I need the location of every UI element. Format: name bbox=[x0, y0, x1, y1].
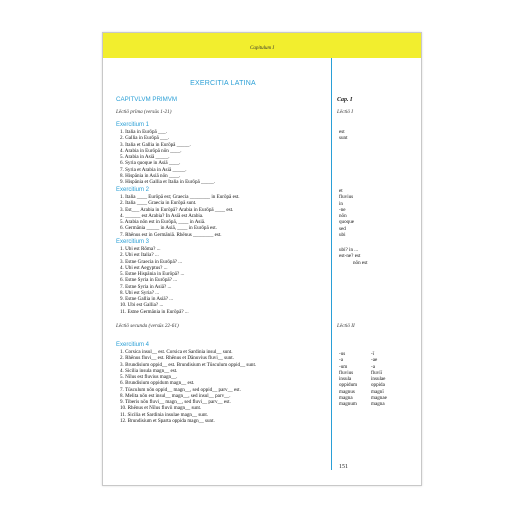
ending-cell: magnae bbox=[371, 394, 387, 401]
list-item: 2. Gallia in Eurōpā ___. bbox=[120, 135, 169, 142]
lectio-2-side: Lēctiō II bbox=[337, 323, 355, 329]
vocab-item: nōn bbox=[339, 213, 347, 219]
exercise-3-title: Exercitium 3 bbox=[116, 239, 150, 245]
list-item: 4. Arabia in Eurōpā nōn ____. bbox=[120, 147, 182, 154]
list-item: 9. Hispānia et Gallia et Italia in Eurōpā _____. bbox=[120, 179, 216, 185]
list-item: 4. Sicilia insula magn__ est. bbox=[120, 367, 178, 374]
lectio-2-label: Lēctiō secunda (versūs 22-61) bbox=[116, 323, 179, 329]
ending-cell: magnī bbox=[371, 388, 384, 395]
vocab-item: sed bbox=[339, 225, 346, 232]
list-item: 3. Italia et Gallia in Eurōpā _____. bbox=[120, 141, 191, 148]
list-item: 6. Brundisium oppidum magn__ est. bbox=[120, 380, 195, 387]
list-item: 4. ______ est Arabia? In Asiā est Arabia. bbox=[120, 212, 204, 219]
list-item: 8. Ubi est Syria? ... bbox=[120, 289, 160, 296]
exercise-1-title: Exercitium 1 bbox=[116, 122, 150, 128]
list-item: 2. Ubi est Italia? ... bbox=[120, 252, 159, 259]
ending-cell: fluvius bbox=[339, 369, 354, 376]
vocab-item: et bbox=[339, 188, 343, 194]
exercise-4-title: Exercitium 4 bbox=[116, 342, 150, 348]
ending-cell: oppidum bbox=[339, 382, 358, 389]
exercise-4-list bbox=[120, 349, 256, 424]
ending-cell: magnum bbox=[339, 401, 357, 407]
list-item: 5. Nīlus est fluvius magn__. bbox=[120, 374, 178, 380]
exercise-1-list bbox=[120, 129, 215, 185]
list-item: 1. Ubi est Rōma? ... bbox=[120, 246, 161, 252]
list-item: 1. Corsica insul__ est. Corsica et Sardinia insul__ sunt. bbox=[120, 349, 233, 355]
vocab-item: est-ne? est bbox=[339, 253, 361, 260]
ending-cell: -um bbox=[339, 363, 348, 370]
list-item: 7. Syria et Arabia in Asiā _____. bbox=[120, 166, 187, 173]
lectio-1-label: Lēctiō prīma (versūs 1-21) bbox=[116, 109, 172, 115]
vocab-item: quoque bbox=[339, 219, 354, 226]
ending-cell: magna bbox=[339, 394, 353, 401]
list-item: 5. Estne Hispānia in Eurōpā? ... bbox=[120, 271, 185, 277]
list-item: 12. Brundisium et Sparta oppida magn__ sunt. bbox=[120, 417, 215, 424]
ending-cell: -a bbox=[339, 357, 343, 364]
list-item: 9. Tiberis nōn fluvi__ magn__, sed fluvi__ parv__ est. bbox=[120, 399, 231, 405]
list-item: 7. Tūsculum nōn oppid__ magn__, sed oppid__ parv__ est. bbox=[120, 386, 241, 393]
ending-cell: magnus bbox=[339, 388, 355, 395]
ending-cell: insula bbox=[339, 376, 352, 382]
vocab-item: in bbox=[339, 200, 343, 207]
list-item: 6. Estne Syria in Eurōpā? ... bbox=[120, 277, 178, 284]
ending-cell: oppida bbox=[371, 382, 385, 389]
margin-rule bbox=[331, 58, 332, 470]
exercise-2-list bbox=[120, 194, 240, 238]
list-item: 8. Hispānia in Asiā nōn ____. bbox=[120, 172, 181, 179]
ending-cell: -a bbox=[371, 363, 375, 370]
list-item: 7. Rhēnus est in Germāniā. Rhēnus ________ est. bbox=[120, 231, 222, 238]
chapter-heading: CAPITVLVM PRIMVM bbox=[116, 96, 178, 103]
ending-cell: magna bbox=[371, 401, 385, 407]
exercise-2-vocab bbox=[339, 188, 354, 238]
vocab-item: est bbox=[339, 129, 345, 135]
list-item: 11. Estne Germānia in Eurōpā? ... bbox=[120, 308, 189, 315]
page-number: 151 bbox=[339, 464, 348, 470]
list-item: 6. Syria quoque in Asiā ____. bbox=[120, 160, 181, 167]
exercise-3-vocab bbox=[339, 247, 368, 266]
list-item: 2. Rhēnus fluvi__ est. Rhēnus et Dānuvius fluvi__ sunt. bbox=[120, 355, 234, 362]
list-item: 3. Estne Graecia in Eurōpā? ... bbox=[120, 258, 183, 265]
vocab-item: sunt bbox=[339, 135, 348, 142]
exercise-1-vocab bbox=[339, 129, 348, 142]
list-item: 9. Estne Gallia in Asiā? ... bbox=[120, 296, 174, 302]
lectio-1-side: Lēctiō I bbox=[337, 109, 353, 115]
list-item: 3. Brundisium oppid__ est. Brundisium et Tūsculum oppid__ sunt. bbox=[120, 361, 257, 368]
ending-cell: fluviī bbox=[371, 369, 383, 376]
vocab-item: fluvius bbox=[339, 194, 354, 201]
list-item: 11. Sicilia et Sardinia insulae magn__ sunt. bbox=[120, 411, 209, 418]
list-item: 5. Arabia nōn est in Eurōpā, ____ in Asiā. bbox=[120, 219, 206, 225]
ending-cell: -ae bbox=[371, 357, 378, 364]
list-item: 1. Italia in Eurōpā ___. bbox=[120, 129, 167, 135]
chapter-margin-label: Cap. I bbox=[337, 97, 353, 103]
ending-cell: -us bbox=[339, 351, 346, 357]
list-item: 7. Estne Syria in Asiā? ... bbox=[120, 283, 172, 290]
list-item: 10. Rhēnus et Nīlus fluvii magn__ sunt. bbox=[120, 405, 202, 412]
running-title: Capitulum I bbox=[249, 46, 275, 51]
list-item: 10. Ubi est Gallia? ... bbox=[120, 302, 164, 309]
list-item: 6. Germānia _____ in Asiā, ____ in Eurōpā est. bbox=[120, 225, 217, 232]
vocab-item: -ne bbox=[339, 206, 346, 213]
ending-cell: insulae bbox=[371, 376, 386, 382]
list-item: 8. Melita nōn est insul__ magn__, sed insul__ parv__. bbox=[120, 392, 231, 399]
ending-cell: -ī bbox=[371, 351, 375, 357]
list-item: 3. Est___ Arabia in Eurōpā? Arabia in Eurōpā ____ est. bbox=[120, 206, 234, 213]
exercise-3-list bbox=[120, 246, 189, 315]
exercise-4-endings bbox=[339, 351, 403, 407]
list-item: 2. Italia ____ Graecia in Eurōpā sunt. bbox=[120, 200, 197, 207]
vocab-item: ubi bbox=[339, 231, 346, 238]
list-item: 5. Arabia in Asiā _____. bbox=[120, 154, 170, 160]
list-item: 4. Ubi est Aegyptus? ... bbox=[120, 264, 168, 271]
list-item: 1. Italia ____ Eurōpā est; Graecia ________ in Eurōpā est. bbox=[120, 194, 240, 200]
exercise-2-title: Exercitium 2 bbox=[116, 187, 150, 193]
vocab-item: nōn est bbox=[353, 259, 368, 266]
book-page bbox=[102, 32, 422, 486]
page-title: EXERCITIA LATINA bbox=[190, 80, 256, 87]
vocab-item: ubi? in ... bbox=[339, 247, 359, 253]
